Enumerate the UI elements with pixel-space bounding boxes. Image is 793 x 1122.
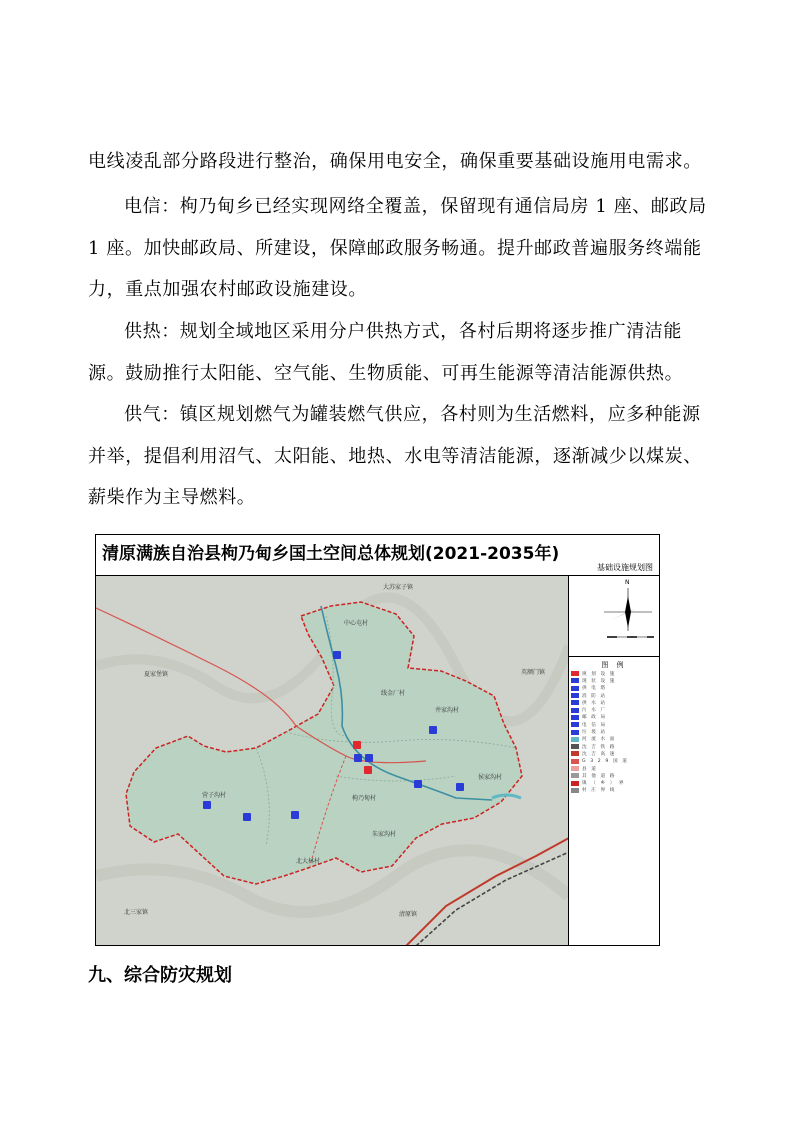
planned-facility-marker bbox=[353, 741, 361, 749]
legend-label: 供 电 塔 bbox=[582, 686, 607, 692]
legend-item bbox=[571, 750, 657, 757]
legend-item bbox=[571, 743, 657, 750]
legend-item bbox=[571, 685, 657, 692]
legend-item bbox=[571, 714, 657, 721]
legend-item bbox=[571, 728, 657, 735]
legend-label: 其 他 道 路 bbox=[582, 773, 616, 779]
legend-label: 供 水 站 bbox=[582, 700, 607, 706]
existing-facility-marker bbox=[414, 780, 422, 788]
existing-facility-marker bbox=[243, 813, 251, 821]
legend-item bbox=[571, 772, 657, 779]
section-heading: 九、综合防灾规划 bbox=[88, 965, 232, 986]
existing-facility-marker bbox=[203, 801, 211, 809]
legend-label: 污 水 厂 bbox=[582, 708, 607, 714]
planned-facility-icon bbox=[571, 671, 579, 676]
compass-icon bbox=[569, 576, 659, 656]
existing-facility-marker bbox=[333, 651, 341, 659]
place-label-beidalin: 北大林村 bbox=[296, 858, 321, 865]
legend-label: 河 流 水 面 bbox=[582, 737, 616, 743]
county-road-icon bbox=[571, 766, 579, 771]
legend-panel bbox=[569, 575, 659, 945]
legend-item bbox=[571, 692, 657, 699]
place-label-yingzigou: 营子沟村 bbox=[202, 792, 227, 799]
place-label-qingyuan: 清原镇 bbox=[399, 911, 418, 918]
legend-item bbox=[571, 765, 657, 772]
other-road-icon bbox=[571, 773, 579, 778]
place-label-zhongxin: 中心屯村 bbox=[344, 620, 369, 627]
legend-item bbox=[571, 706, 657, 713]
legend-label: 邮 政 局 bbox=[582, 715, 607, 721]
legend-label: 沈 吉 高 速 bbox=[582, 751, 616, 757]
place-label-gounaidian: 枸乃甸村 bbox=[352, 795, 377, 802]
paragraph-1: 电线凌乱部分路段进行整治，确保用电安全，确保重要基础设施用电需求。 bbox=[88, 151, 702, 172]
legend-label: 电 信 局 bbox=[582, 722, 607, 728]
water-station-icon bbox=[571, 700, 579, 705]
compass-and-scale bbox=[569, 576, 659, 657]
infrastructure-plan-figure bbox=[95, 534, 660, 946]
legend-item bbox=[571, 677, 657, 684]
legend-label: 沈 吉 铁 路 bbox=[582, 744, 616, 750]
legend-list bbox=[571, 670, 657, 794]
national-road-icon bbox=[571, 759, 579, 764]
legend-label: 消 防 站 bbox=[582, 693, 607, 699]
expressway-icon bbox=[571, 751, 579, 756]
sewage-plant-icon bbox=[571, 708, 579, 713]
legend-item bbox=[571, 721, 657, 728]
legend-item bbox=[571, 787, 657, 794]
existing-facility-marker bbox=[291, 811, 299, 819]
legend-label: 规 划 设 施 bbox=[582, 671, 616, 677]
planned-facility-marker bbox=[364, 766, 372, 774]
place-label-zhujiagou: 朱家沟村 bbox=[372, 831, 397, 838]
paragraph-telecom: 电信：枸乃甸乡已经实现网络全覆盖，保留现有通信局房 1 座、邮政局 1 座。加快邮政局、所建设，保障邮政服务畅通。提升邮政普遍服务终端能力，重点加强农村邮政设施建设。 bbox=[88, 196, 707, 300]
legend-item bbox=[571, 758, 657, 765]
legend-item bbox=[571, 779, 657, 786]
legend-label: 垃 圾 站 bbox=[582, 730, 607, 736]
map-graphic bbox=[96, 576, 569, 945]
place-label-jingjiagou: 井家沟村 bbox=[435, 707, 460, 714]
legend-label: 镇 （ 乡 ） 界 bbox=[582, 781, 626, 787]
existing-facility-marker bbox=[456, 783, 464, 791]
place-label-xianjinchang: 线金厂村 bbox=[381, 690, 406, 697]
place-label-dasuyingzi: 大苏家子镇 bbox=[383, 584, 414, 591]
place-label-houjiagou: 侯家沟村 bbox=[478, 774, 503, 781]
figure-title: 清原满族自治县枸乃甸乡国土空间总体规划(2021-2035年) bbox=[102, 544, 560, 564]
legend-item bbox=[571, 736, 657, 743]
place-label-xiajiabao: 夏家堡镇 bbox=[144, 671, 169, 678]
existing-facility-marker bbox=[429, 726, 437, 734]
telecom-icon bbox=[571, 722, 579, 727]
village-boundary-icon bbox=[571, 788, 579, 793]
legend-item bbox=[571, 699, 657, 706]
figure-subtitle: 基础设施规划图 bbox=[597, 563, 653, 572]
legend-label: G 3 2 9 国 道 bbox=[582, 759, 629, 765]
legend-item bbox=[571, 670, 657, 677]
township-boundary-icon bbox=[571, 781, 579, 786]
paragraph-gas: 供气：镇区规划燃气为罐装燃气供应，各村则为生活燃料，应多种能源并举，提倡利用沼气、太阳能、地热、水电等清洁能源，逐渐减少以煤炭、薪柴作为主导燃料。 bbox=[88, 404, 702, 508]
paragraph-heating: 供热：规划全域地区采用分户供热方式，各村后期将逐步推广清洁能源。鼓励推行太阳能、空气能、生物质能、可再生能源等清洁能源供热。 bbox=[88, 321, 684, 384]
railway-icon bbox=[571, 744, 579, 749]
north-label: N bbox=[625, 579, 630, 586]
legend-label: 村 庄 界 线 bbox=[582, 788, 616, 794]
fire-station-icon bbox=[571, 693, 579, 698]
map-panel bbox=[96, 575, 569, 945]
power-tower-icon bbox=[571, 686, 579, 691]
existing-facility-marker bbox=[354, 754, 362, 762]
place-label-yingeli: 英额门镇 bbox=[521, 669, 546, 676]
legend-label: 县 道 bbox=[582, 766, 598, 772]
legend-label: 现 状 设 施 bbox=[582, 678, 616, 684]
existing-facility-icon bbox=[571, 678, 579, 683]
waste-station-icon bbox=[571, 730, 579, 735]
existing-facility-marker bbox=[365, 754, 373, 762]
place-label-beisanjia: 北三家镇 bbox=[124, 909, 149, 916]
post-office-icon bbox=[571, 715, 579, 720]
river-icon bbox=[571, 737, 579, 742]
legend-title: 图 例 bbox=[601, 661, 627, 669]
